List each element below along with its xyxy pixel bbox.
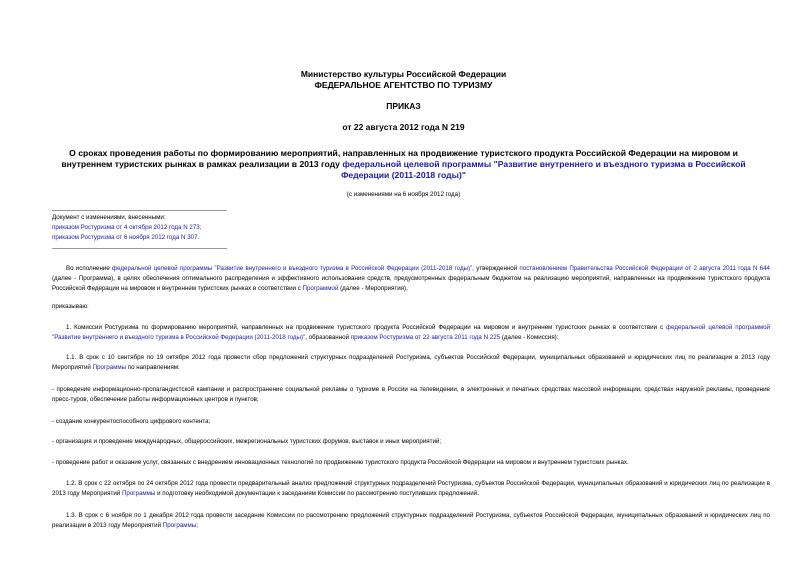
program-link[interactable]: федеральной целевой программы "Развитие внутреннего и въездного туризма в Российской Федерации (2011-2018 годы)"	[112, 265, 473, 272]
amend-note: (с изменениями на 6 ноября 2012 года)	[346, 191, 461, 198]
paragraph-item-campaign: - проведение информационно-пропагандистской кампании и распространение социальной рекламы о туризме в России на телевидении, в электронных и печатных средствах массовой информации, средствах наружной рекламы, проведение пресс-туров, обеспечение работы информационных центров и пунктов;	[52, 386, 770, 403]
paragraph-item-forums: - организация и проведение международных, общероссийских, межрегиональных туристских форумов, выставок и иных мероприятий;	[52, 438, 442, 445]
agency-name: ФЕДЕРАЛЬНОЕ АГЕНТСТВО ПО ТУРИЗМУ	[314, 80, 493, 90]
text: 1.1. В срок с 10 сентября по 19 октября 2012 года провести сбор предложений структурных подразделений Ростуризма, субъектов Российской Федерации, муниципальных образований и юридических лиц по реализации в 2013 году Мероприятий	[52, 354, 770, 371]
changes-link-307[interactable]: приказом Ростуризма от 6 ноября 2012 года N 307.	[52, 234, 200, 241]
paragraph-order: приказываю:	[52, 303, 89, 310]
text: , образованной	[305, 334, 351, 341]
changes-heading: Документ с изменениями, внесенными:	[52, 214, 166, 221]
program-link-short[interactable]: Программы	[162, 522, 197, 529]
changes-link-273[interactable]: приказом Ростуризма от 4 октября 2012 года N 273;	[52, 224, 202, 231]
title-text: О сроках проведения работы по формированию мероприятий, направленных на продвижение туристского продукта Российской Федерации на мировом и внутреннем туристских рынках в рамках реализации в 2013 году	[61, 148, 738, 169]
text: , утвержденной	[472, 265, 520, 272]
program-link-short[interactable]: Программой	[302, 285, 339, 292]
changes-box	[52, 210, 212, 243]
text: (далее - Мероприятия),	[338, 285, 408, 292]
text: 1.3. В срок с 6 ноября по 1 декабря 2012 года провести заседание Комиссии по рассмотрению предложений структурных подразделений Ростуризма, субъектов Российской Федерации, муниципальных образований и юридических лиц по реализации в 2013 году Мероприятий	[52, 512, 770, 529]
paragraph-1	[52, 323, 770, 343]
program-link-short[interactable]: Программы	[121, 490, 156, 497]
title-program-link[interactable]: федеральной целевой программы "Развитие внутреннего и въездного туризма в Российской Федерации (2011-2018 годы)"	[341, 159, 746, 180]
paragraph-preamble	[52, 264, 770, 294]
text: Во исполнение	[66, 265, 113, 272]
doc-type: ПРИКАЗ	[386, 101, 421, 111]
paragraph-1-2	[52, 479, 770, 499]
paragraph-1-1	[52, 353, 770, 373]
paragraph-item-content: - создание конкурентоспособного цифрового контента;	[52, 418, 211, 425]
doc-date-number: от 22 августа 2012 года N 219	[342, 122, 465, 132]
changes-top-divider	[52, 210, 227, 211]
program-link-short[interactable]: Программы	[92, 364, 127, 371]
paragraph-1-3	[52, 511, 770, 531]
program-link[interactable]: федеральной целевой программой "Развитие внутреннего и въездного туризма в Российской Федерации (2011-2018 годы)"	[52, 324, 770, 341]
resolution-link[interactable]: постановлением Правительства Российской Федерации от 2 августа 2011 года N 644	[519, 265, 770, 272]
text: 1.2. В срок с 22 октября по 24 октября 2012 года провести предварительный анализ предложений структурных подразделений Ростуризма, субъектов Российской Федерации, муниципальных образований и юридических лиц по реализации в 2013 году Мероприятий	[52, 480, 770, 497]
document-title	[52, 148, 755, 181]
order-225-link[interactable]: приказом Ростуризма от 22 августа 2011 года N 225	[350, 334, 501, 341]
paragraph-item-innovation: - проведение работ и оказание услуг, связанных с внедрением инновационных технологий по продвижению туристского продукта Российской Федерации на мировом и внутреннем туристских рынках.	[52, 459, 629, 466]
text: 1. Комиссии Ростуризма по формированию мероприятий, направленных на продвижение туристского продукта Российской Федерации на мировом и внутреннем туристских рынках в соответствии с	[66, 324, 667, 331]
ministry-name: Министерство культуры Российской Федерации	[300, 69, 507, 79]
text: и подготовку необходимой документации к заседаниям Комиссии по рассмотрению поступивших предложений.	[155, 490, 479, 497]
text: (далее - Комиссия):	[500, 334, 559, 341]
changes-bottom-divider	[52, 248, 227, 249]
text: ;	[196, 522, 198, 529]
text: по направлениям:	[126, 364, 180, 371]
text: (далее - Программа), в целях обеспечения оптимального распределения и эффективного использования средств, предусмотренных федеральным бюджетом на реализацию мероприятий, направленных на продвижение туристского продукта Российской Федерации на мировом и внутреннем туристских рынках в соответствии с	[52, 275, 770, 292]
